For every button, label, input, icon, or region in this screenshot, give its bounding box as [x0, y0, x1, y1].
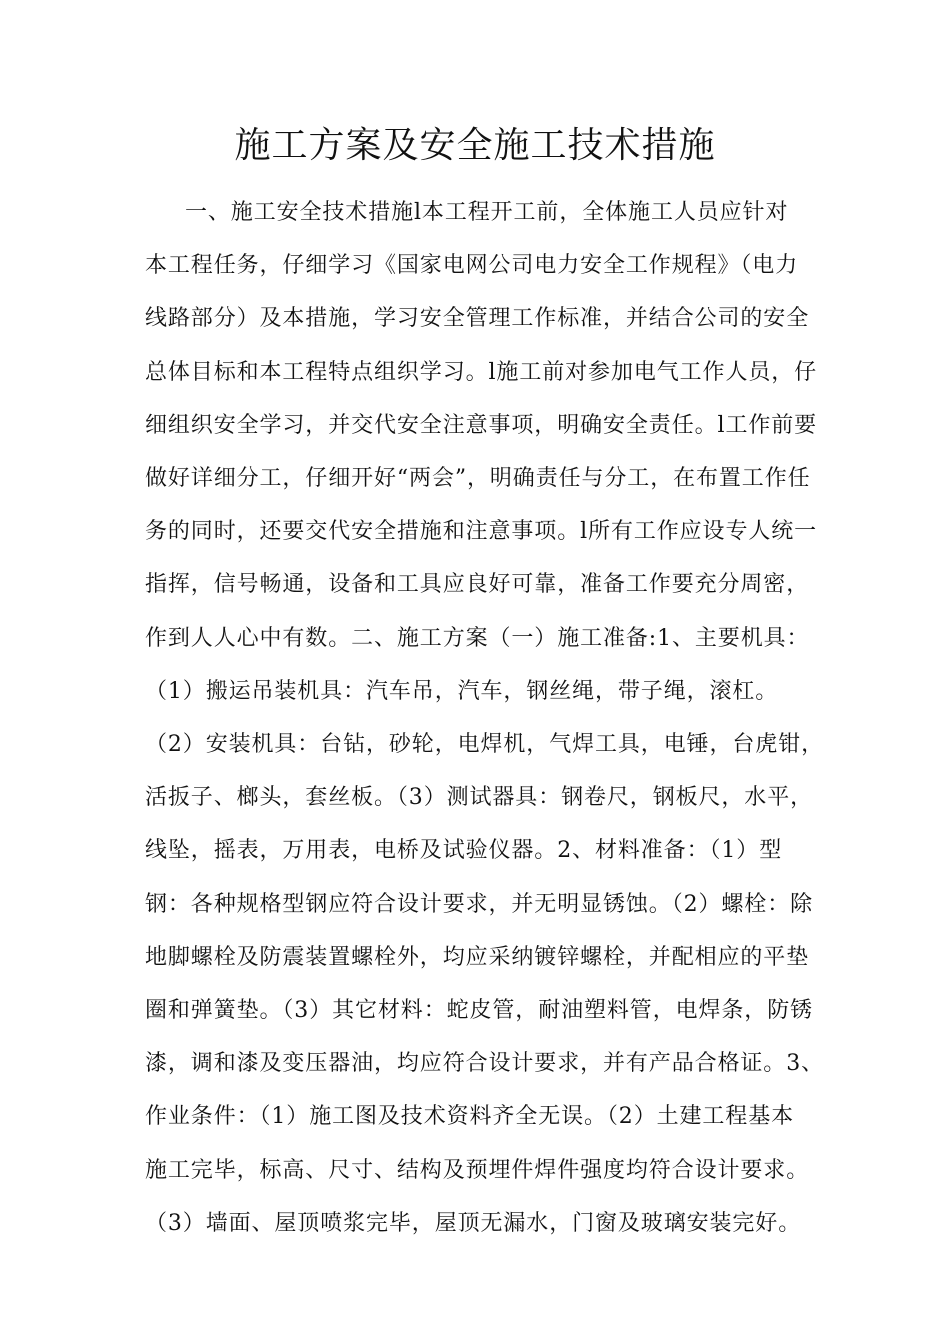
body-line: 务的同时，还要交代安全措施和注意事项。l所有工作应设专人统一	[145, 519, 818, 545]
body-line: 漆，调和漆及变压器油，均应符合设计要求，并有产品合格证。3、	[145, 1051, 824, 1077]
body-line: 总体目标和本工程特点组织学习。l施工前对参加电气工作人员，仔	[145, 359, 818, 385]
body-line: （2）安装机具：台钻，砂轮，电焊机，气焊工具，电锤，台虎钳，	[145, 732, 824, 757]
body-line: 作到人人心中有数。二、施工方案（一）施工准备:1、主要机具：	[145, 625, 810, 651]
document-title: 施工方案及安全施工技术措施	[234, 125, 716, 166]
body-line: 圈和弹簧垫。（3）其它材料：蛇皮管，耐油塑料管，电焊条，防锈	[145, 998, 813, 1023]
body-line: 作业条件：（1）施工图及技术资料齐全无误。（2）土建工程基本	[145, 1104, 794, 1130]
body-line: 钢：各种规格型钢应符合设计要求，并无明显锈蚀。（2）螺栓：除	[145, 891, 813, 917]
body-line: 指挥，信号畅通，设备和工具应良好可靠，准备工作要充分周密，	[145, 572, 810, 598]
body-line: 活扳子、榔头，套丝板。（3）测试器具：钢卷尺，钢板尺，水平，	[145, 785, 813, 811]
body-line: 细组织安全学习，并交代安全注意事项，明确安全责任。l工作前要	[145, 412, 818, 438]
body-line: 施工完毕，标高、尺寸、结构及预埋件焊件强度均符合设计要求。	[145, 1157, 810, 1183]
body-line: 线路部分）及本措施，学习安全管理工作标准，并结合公司的安全	[145, 306, 810, 332]
body-line: 做好详细分工，仔细开好“两会”，明确责任与分工，在布置工作任	[145, 466, 811, 491]
body-line: 地脚螺栓及防震装置螺栓外，均应采纳镀锌螺栓，并配相应的平垫	[145, 944, 810, 970]
body-line: （3）墙面、屋顶喷浆完毕，屋顶无漏水，门窗及玻璃安装完好。	[145, 1210, 802, 1236]
body-line: 线坠，摇表，万用表，电桥及试验仪器。2、材料准备：（1）型	[145, 838, 783, 864]
body-line: 本工程任务，仔细学习《国家电网公司电力安全工作规程》（电力	[145, 253, 799, 279]
body-line: 一、施工安全技术措施l本工程开工前，全体施工人员应针对	[185, 200, 789, 225]
body-line: （1）搬运吊装机具：汽车吊，汽车，钢丝绳，带子绳，滚杠。	[145, 678, 779, 704]
